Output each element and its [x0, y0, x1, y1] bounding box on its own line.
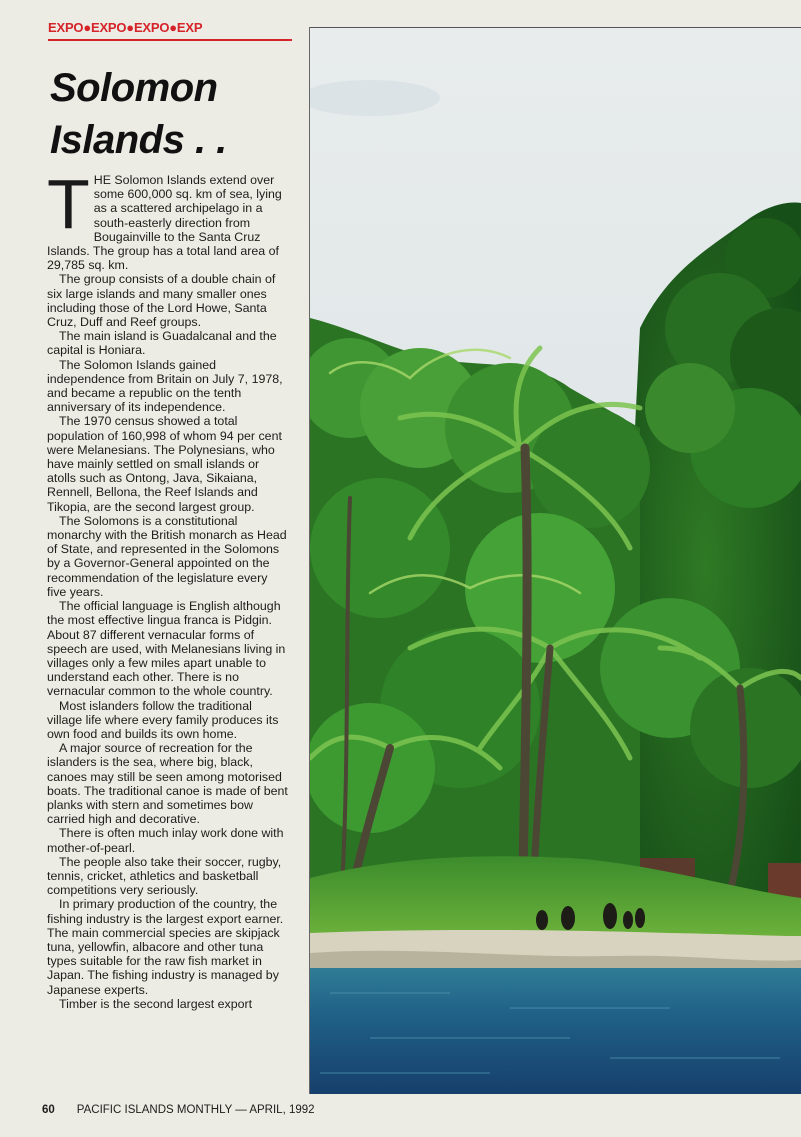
- paragraph-5: The 1970 census showed a total population of 160,998 of whom 94 per cent were Melanesians. The Polynesians, who have mainly settled on small islands or atolls such as Ontong, Java, Sikaiana, Rennell, Bellona, the Reef Islands and Tikopia, are the second largest group.: [47, 414, 282, 514]
- article-body: [47, 173, 290, 1098]
- title-line-1: Solomon: [50, 66, 218, 110]
- page-number: 60: [42, 1104, 55, 1116]
- publication-line: PACIFIC ISLANDS MONTHLY — APRIL, 1992: [76, 1104, 315, 1116]
- palm-beach-photo: [310, 28, 801, 1094]
- banner-rule: [48, 39, 292, 41]
- paragraph-9: A major source of recreation for the islanders is the sea, where big, black, canoes may still be seen among motorised boats. The traditional canoe is made of bent planks with stern and sometimes bow carried high and decorative.: [47, 741, 288, 827]
- expo-banner: EXPO●EXPO●EXPO●EXP: [48, 20, 203, 35]
- paragraph-11: The people also take their soccer, rugby, tennis, cricket, athletics and basketball competitions very seriously.: [47, 854, 282, 898]
- paragraph-10: There is often much inlay work done with mother-of-pearl.: [47, 826, 284, 855]
- title-line-2: Islands . .: [50, 118, 227, 162]
- drop-cap: T: [47, 173, 90, 243]
- paragraph-8: Most islanders follow the traditional village life where every family produces its own food and builds its own home.: [47, 698, 279, 741]
- photo-illustration: [310, 28, 801, 1094]
- paragraph-1-text: HE Solomon Islands extend over some 600,000 sq. km of sea, lying as a scattered archipelago in a south-easterly direction from Bougainville to the Santa Cruz Islands. The group has a total land area of 29,785 sq. km.: [47, 173, 282, 273]
- article-title: [50, 62, 300, 166]
- paragraph-3: The main island is Guadalcanal and the capital is Honiara.: [47, 329, 277, 358]
- paragraph-4: The Solomon Islands gained independence from Britain on July 7, 1978, and became a republic on the tenth anniversary of its independence.: [47, 357, 283, 415]
- page-footer: [42, 1102, 342, 1118]
- paragraph-12: In primary production of the country, the fishing industry is the largest export earner. The main commercial species are skipjack tuna, yellowfin, albacore and other tuna types suitable for the raw fish market in Japan. The fishing industry is managed by Japanese experts.: [47, 897, 284, 997]
- paragraph-2: The group consists of a double chain of six large islands and many smaller ones including those of the Lord Howe, Santa Cruz, Duff and Reef groups.: [47, 272, 276, 330]
- paragraph-13: Timber is the second largest export: [59, 996, 253, 1011]
- paragraph-1: [47, 173, 290, 272]
- paragraph-6: The Solomons is a constitutional monarchy with the British monarch as Head of State, and represented in the Solomons by a Governor-General appointed on the recommendation of the legislature every five years.: [47, 513, 287, 599]
- paragraph-7: The official language is English although the most effective lingua franca is Pidgin. About 87 different vernacular forms of speech are used, with Melanesians living in villages only a few miles apart unable to understand each other. There is no vernacular common to the whole country.: [47, 599, 286, 699]
